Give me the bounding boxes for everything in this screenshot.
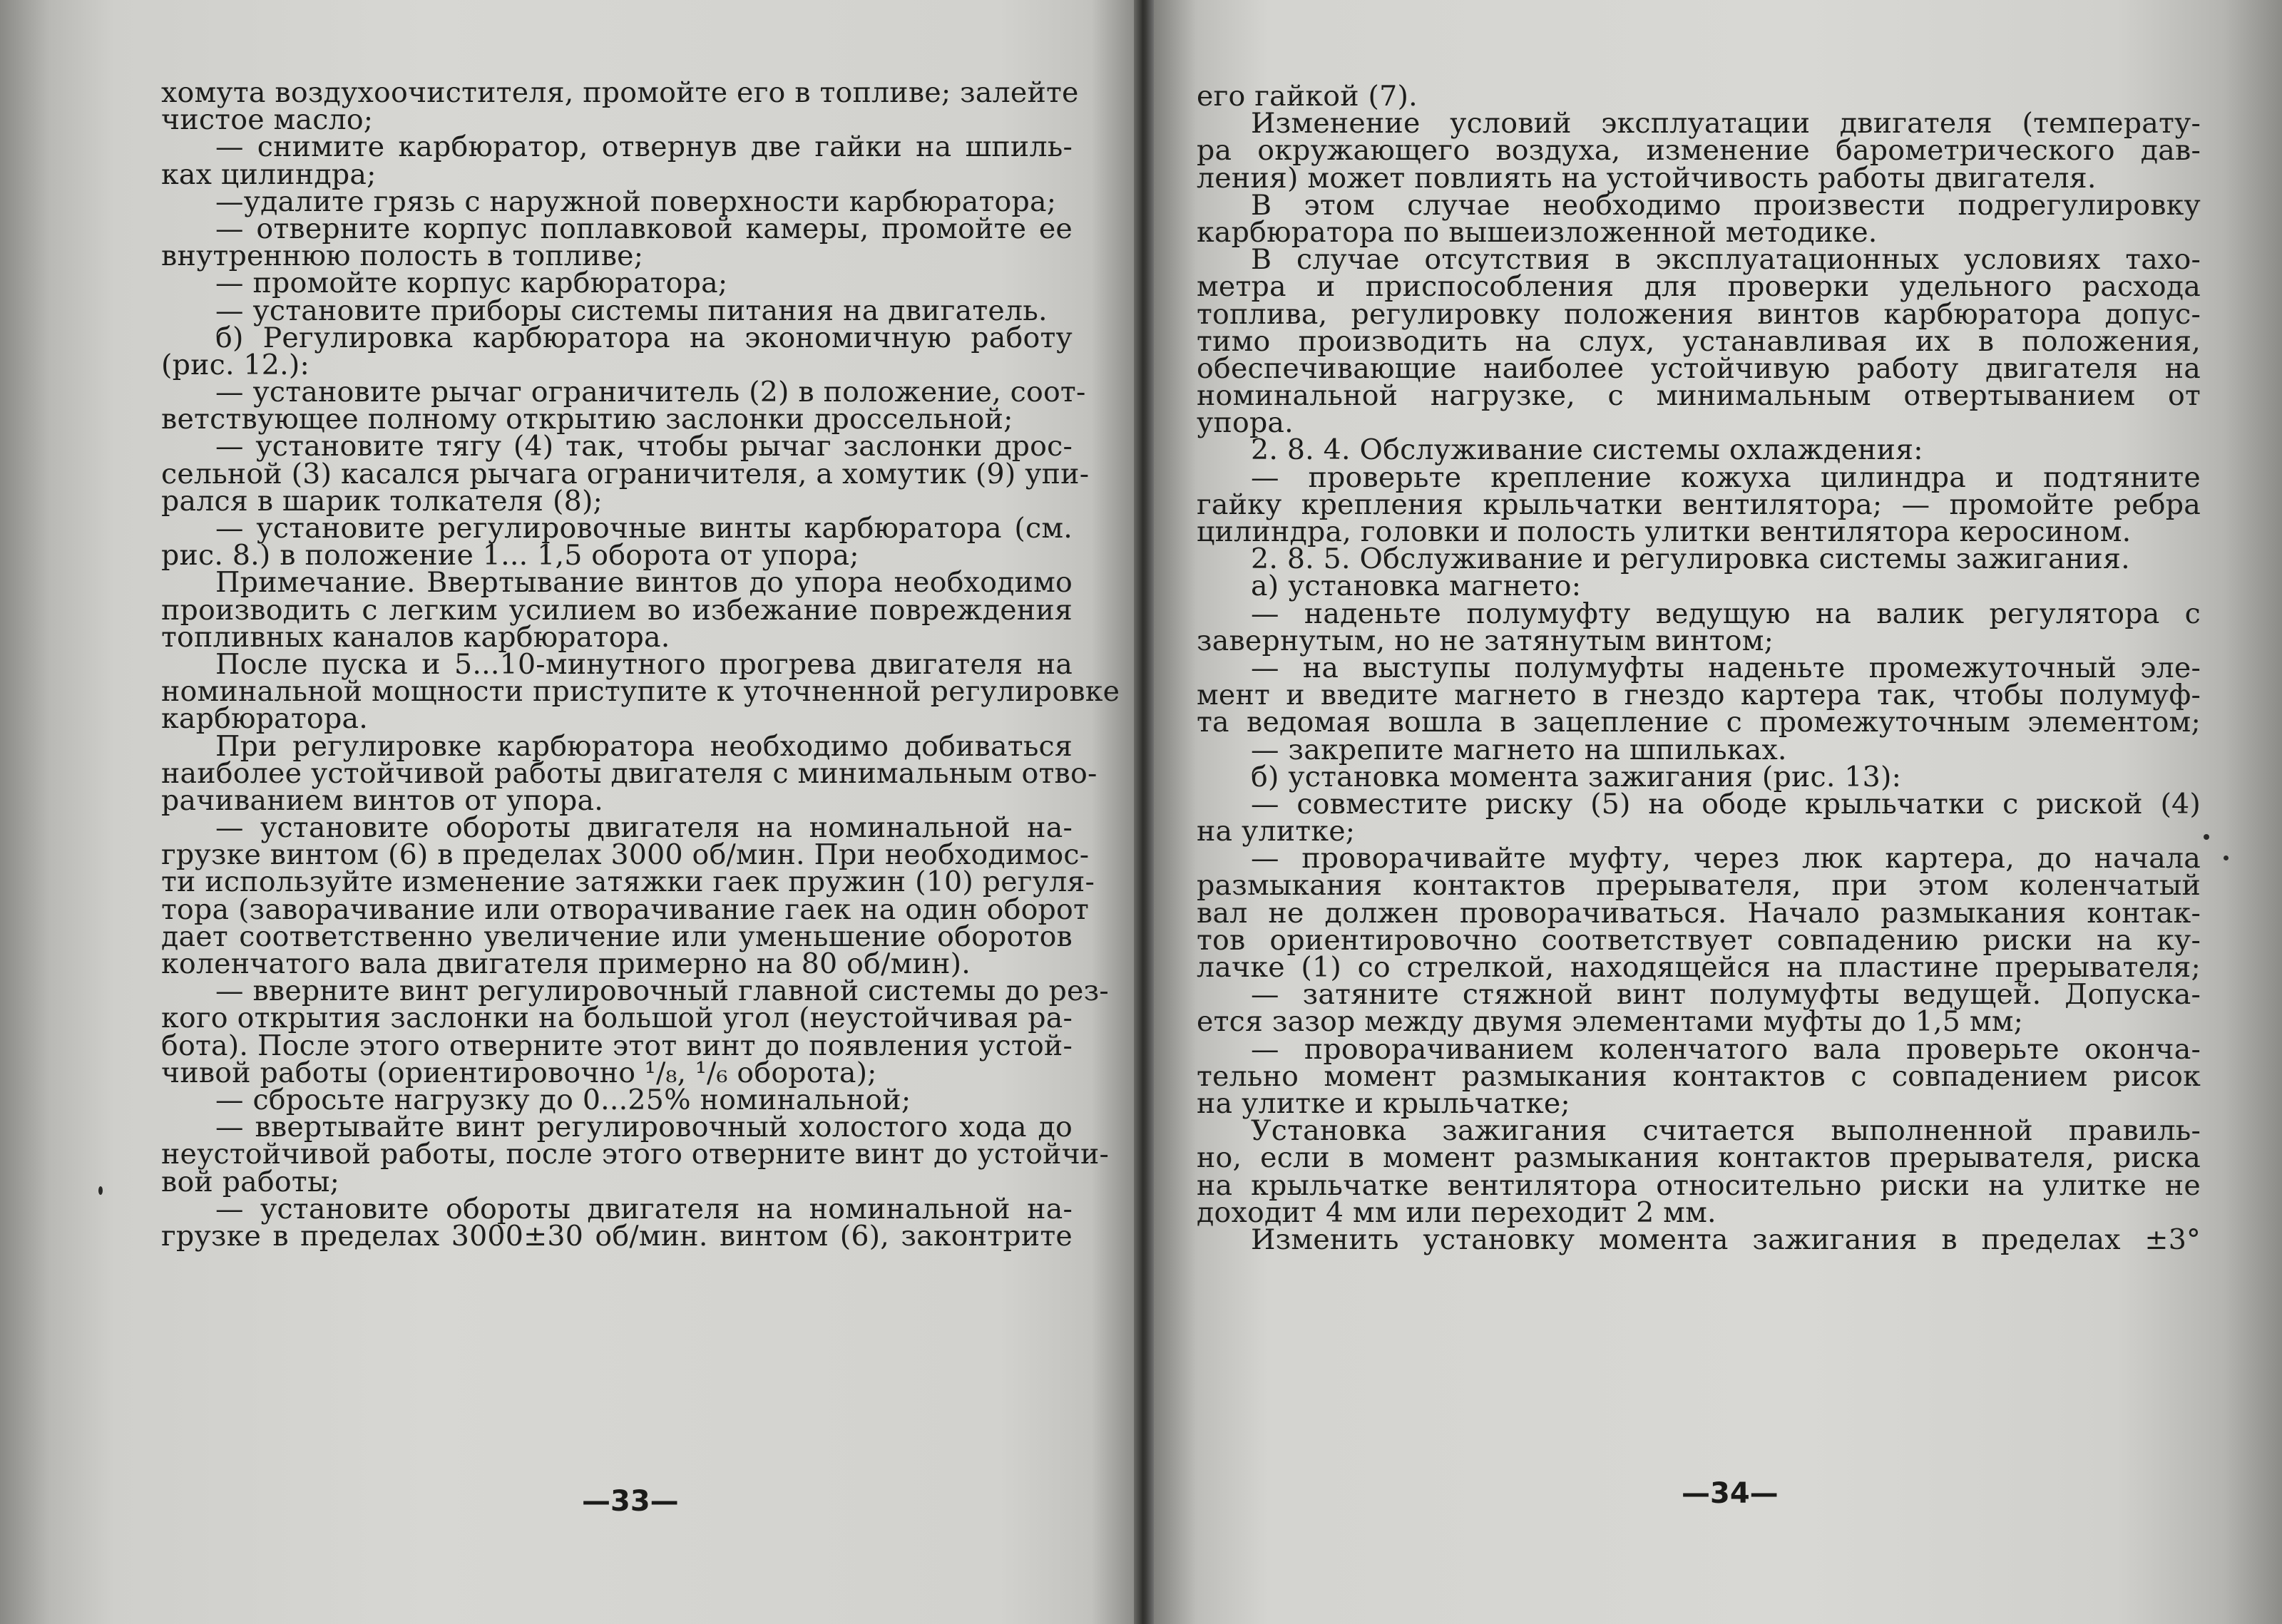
text-line: — снимите карбюратор, отвернув две гайки на шпиль- [215, 130, 1073, 164]
text-line: 2. 8. 4. Обслуживание системы охлаждения: [1251, 433, 1923, 467]
text-line: — установите регулировочные винты карбюратора (см. [215, 512, 1073, 545]
text-line: кого открытия заслонки на большой угол (неустойчивая ра- [161, 1002, 1073, 1035]
text-line: Изменить установку момента зажигания в пределах ±3° [1251, 1223, 2201, 1256]
text-line: — проверьте крепление кожуха цилиндра и подтяните [1251, 461, 2201, 494]
right-page [1154, 0, 2282, 1624]
text-line: номинальной мощности приступите к уточненной регулировке [161, 675, 1120, 709]
text-line: гайку крепления крыльчатки вентилятора; — промойте ребра [1197, 488, 2201, 521]
text-line: — наденьте полумуфту ведущую на валик регулятора с [1251, 597, 2201, 630]
text-line: вой работы; [161, 1165, 340, 1198]
text-line: тора (заворачивание или отворачивание гаек на один оборот [161, 893, 1090, 926]
text-line: его гайкой (7). [1197, 80, 1418, 113]
text-line: — на выступы полумуфты наденьте промежуточный эле- [1251, 651, 2201, 684]
ink-speck [2204, 834, 2209, 840]
text-line: наиболее устойчивой работы двигателя с минимальным отво- [161, 756, 1097, 790]
text-line: — проворачиванием коленчатого вала проверьте оконча- [1251, 1032, 2201, 1066]
text-line: — проворачивайте муфту, через люк картера, до начала [1251, 842, 2201, 875]
text-line: грузке винтом (6) в пределах 3000 об/мин. При необходимос- [161, 838, 1090, 872]
text-line: лачке (1) со стрелкой, находящейся на пластине прерывателя; [1197, 951, 2201, 984]
text-line: мент и введите магнето в гнездо картера так, чтобы полумуф- [1197, 679, 2201, 712]
text-line: грузке в пределах 3000±30 об/мин. винтом (6), законтрите [161, 1219, 1073, 1253]
text-line: цилиндра, головки и полость улитки вентилятора керосином. [1197, 515, 2132, 548]
text-line: Установка зажигания считается выполненной правиль- [1251, 1114, 2201, 1148]
text-line: В этом случае необходимо произвести подрегулировку [1251, 188, 2201, 222]
text-line: упора. [1197, 406, 1294, 440]
text-line: коленчатого вала двигателя примерно на 80 об/мин). [161, 947, 971, 980]
text-line: неустойчивой работы, после этого отверните винт до устойчи- [161, 1138, 1110, 1171]
text-line: В случае отсутствия в эксплуатационных условиях тахо- [1251, 243, 2201, 277]
text-line: ках цилиндра; [161, 158, 377, 191]
text-line: на улитке и крыльчатке; [1197, 1086, 1570, 1120]
text-line: При регулировке карбюратора необходимо добиваться [215, 729, 1073, 763]
text-line: тов ориентировочно соответствует совпадению риски на ку- [1197, 923, 2201, 957]
text-line: После пуска и 5...10-минутного прогрева двигателя на [215, 647, 1073, 681]
text-line: чистое масло; [161, 103, 374, 137]
text-line: ется зазор между двумя элементами муфты до 1,5 мм; [1197, 1005, 2024, 1039]
left-page [0, 0, 1134, 1624]
text-line: обеспечивающие наиболее устойчивую работу двигателя на [1197, 351, 2201, 385]
text-line: — сбросьте нагрузку до 0...25% номинальной; [215, 1083, 911, 1116]
text-line: —удалите грязь с наружной поверхности карбюратора; [215, 185, 1057, 218]
text-line: Изменение условий эксплуатации двигателя (температу- [1251, 107, 2201, 140]
text-line: 2. 8. 5. Обслуживание и регулировка системы зажигания. [1251, 543, 2130, 576]
text-line: бота). После этого отверните этот винт до появления устой- [161, 1029, 1073, 1062]
text-line: Примечание. Ввертывание винтов до упора необходимо [215, 566, 1073, 600]
text-line: чивой работы (ориентировочно ¹/₈, ¹/₆ оборота); [161, 1056, 877, 1089]
text-line: размыкания контактов прерывателя, при этом коленчатый [1197, 869, 2201, 903]
text-line: сельной (3) касался рычага ограничителя, а хомутик (9) упи- [161, 457, 1090, 490]
text-line: ти используйте изменение затяжки гаек пружин (10) регуля- [161, 865, 1095, 899]
text-line: топливных каналов карбюратора. [161, 620, 670, 654]
text-line: — установите обороты двигателя на номинальной на- [215, 811, 1073, 845]
text-line: — установите тягу (4) так, чтобы рычаг заслонки дрос- [215, 430, 1073, 463]
text-line: ра окружающего воздуха, изменение барометрического дав- [1197, 134, 2201, 168]
text-line: метра и приспособления для проверки удельного расхода [1197, 270, 2201, 304]
text-line: — отверните корпус поплавковой камеры, промойте ее [215, 212, 1073, 245]
text-line: а) установка магнето: [1251, 570, 1582, 603]
text-line: б) установка момента зажигания (рис. 13): [1251, 760, 1902, 793]
right-page-number: —34— [1682, 1477, 1779, 1510]
text-line: — промойте корпус карбюратора; [215, 267, 728, 300]
text-line: рис. 8.) в положение 1... 1,5 оборота от упора; [161, 539, 859, 572]
left-page-number: —33— [582, 1485, 679, 1518]
text-line: карбюратора по вышеизложенной методике. [1197, 215, 1878, 249]
text-line: дает соответственно увеличение или уменьшение оборотов [161, 920, 1073, 953]
text-line: та ведомая вошла в зацепление с промежуточным элементом; [1197, 706, 2201, 739]
text-line: номинальной нагрузке, с минимальным отвертыванием от [1197, 379, 2201, 413]
text-line: карбюратора. [161, 702, 368, 736]
text-line: хомута воздухоочистителя, промойте его в топливе; залейте [161, 76, 1079, 109]
left-page-text [161, 76, 1120, 1253]
text-line: б) Регулировка карбюратора на экономичную работу [215, 321, 1073, 354]
text-line: — установите рычаг ограничитель (2) в положение, соот- [215, 376, 1086, 409]
text-line: завернутым, но не затянутым винтом; [1197, 624, 1774, 657]
text-line: ления) может повлиять на устойчивость работы двигателя. [1197, 161, 2097, 195]
text-line: — установите приборы системы питания на двигатель. [215, 294, 1048, 327]
text-line: ветствующее полному открытию заслонки дроссельной; [161, 403, 1013, 436]
text-line: но, если в момент размыкания контактов прерывателя, риска [1197, 1141, 2201, 1175]
text-line: — ввертывайте винт регулировочный холостого хода до [215, 1111, 1073, 1144]
text-line: топлива, регулировку положения винтов карбюратора допус- [1197, 297, 2201, 331]
right-page-text [1197, 80, 2201, 1256]
ink-speck [98, 1186, 103, 1195]
text-line: на улитке; [1197, 815, 1356, 848]
text-line: рачиванием винтов от упора. [161, 783, 604, 817]
text-line: — совместите риску (5) на ободе крыльчатки с риской (4) [1251, 787, 2201, 821]
text-line: внутреннюю полость в топливе; [161, 240, 644, 273]
text-line: — установите обороты двигателя на номинальной на- [215, 1192, 1073, 1225]
text-line: — закрепите магнето на шпильках. [1251, 733, 1787, 766]
text-line: тимо производить на слух, устанавливая их в положения, [1197, 324, 2201, 358]
text-line: — затяните стяжной винт полумуфты ведущей. Допуска- [1251, 978, 2201, 1012]
text-line: рался в шарик толкателя (8); [161, 484, 603, 518]
text-line: (рис. 12.): [161, 348, 309, 381]
text-line: тельно момент размыкания контактов с совпадением рисок [1197, 1059, 2201, 1093]
text-line: на крыльчатке вентилятора относительно риски на улитке не [1197, 1168, 2201, 1202]
ink-speck [2224, 855, 2229, 860]
text-line: вал не должен проворачиваться. Начало размыкания контак- [1197, 896, 2201, 930]
text-line: производить с легким усилием во избежание повреждения [161, 593, 1073, 627]
text-line: — вверните винт регулировочный главной системы до рез- [215, 975, 1109, 1008]
book-gutter [1134, 0, 1154, 1624]
text-line: доходит 4 мм или переходит 2 мм. [1197, 1196, 1716, 1229]
